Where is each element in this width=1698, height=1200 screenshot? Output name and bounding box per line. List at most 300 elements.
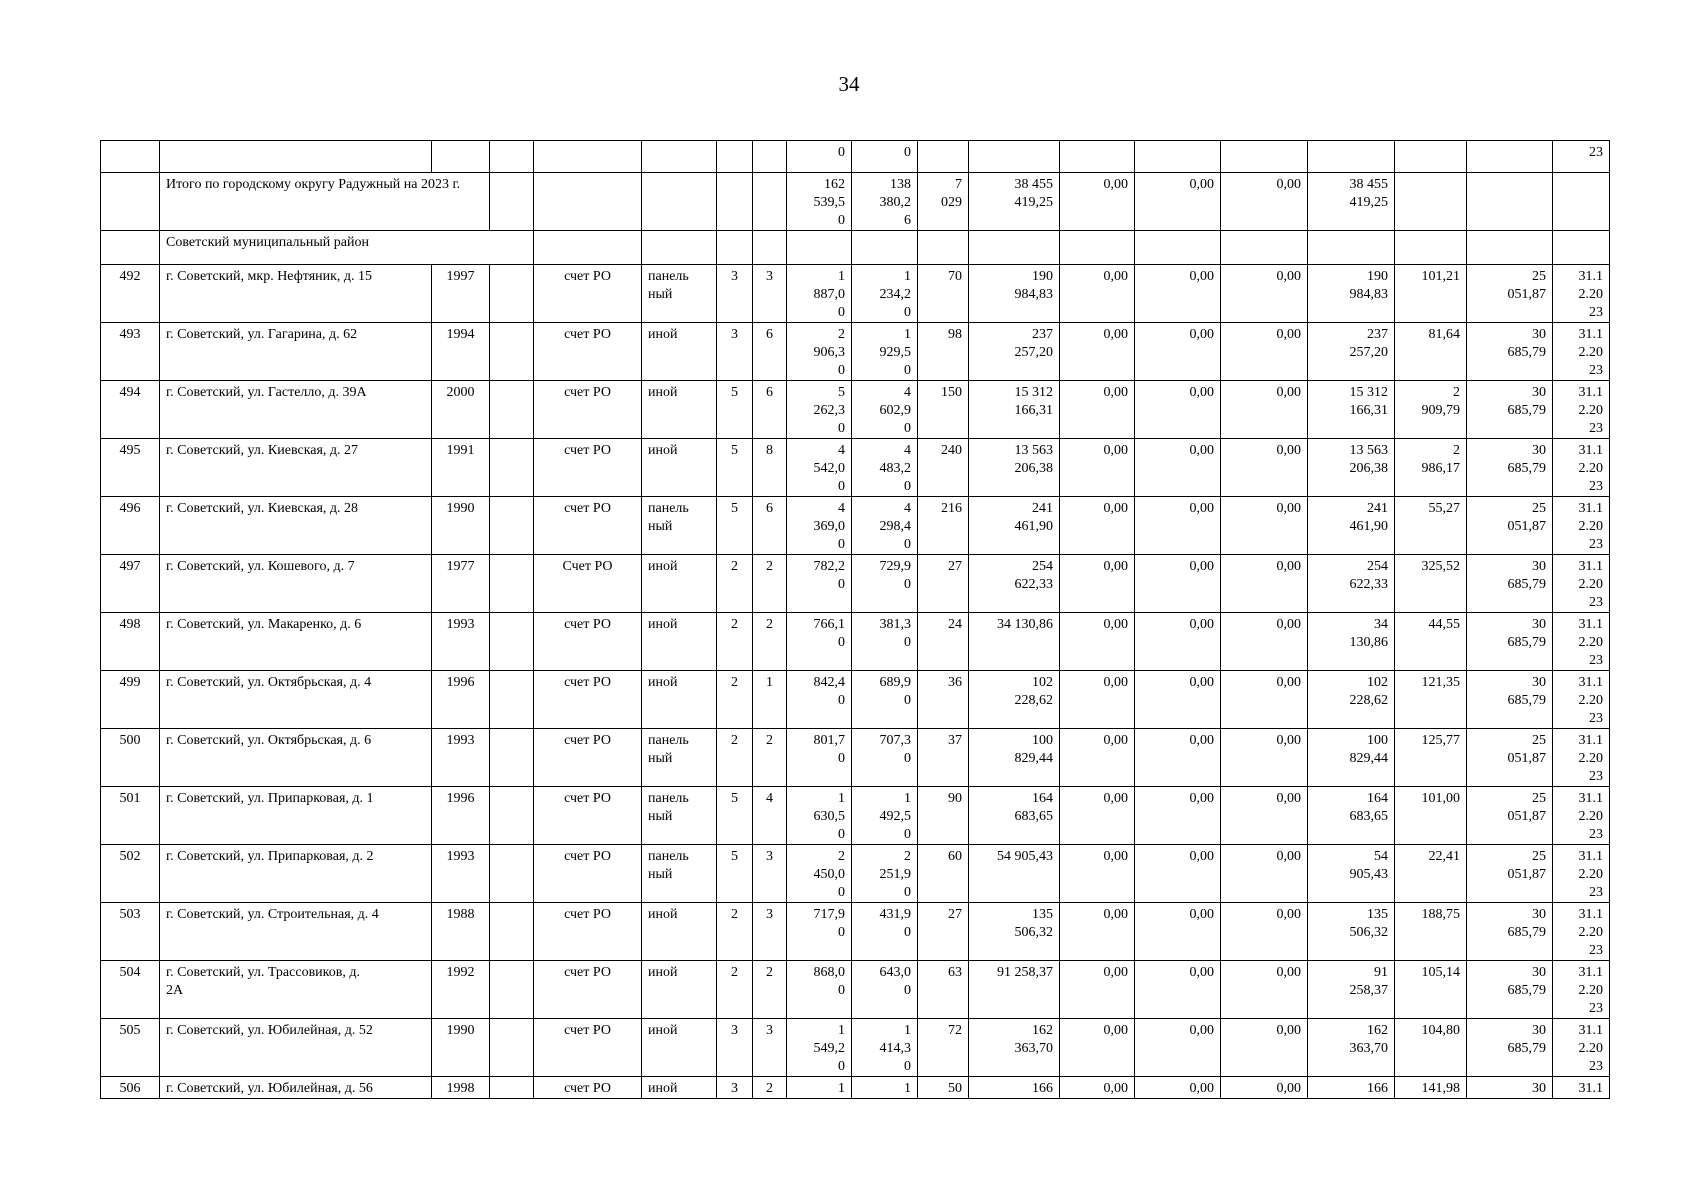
district-name: Советский муниципальный район [160,231,534,265]
cell-cost-total: 162 363,70 [969,1019,1060,1077]
cell-year: 1994 [432,323,490,381]
cell-wall-material: иной [642,1077,717,1099]
cell-wall-material: панель ный [642,845,717,903]
cell-fund-owners: 135 506,32 [1308,903,1395,961]
table-row-total [101,173,1610,231]
cell-completion-date: 31.1 2.20 23 [1553,323,1610,381]
cell-residents: 150 [918,381,969,439]
total-living-area: 138 380,2 6 [852,173,918,231]
cell-fund-owners: 100 829,44 [1308,729,1395,787]
total-fund-local: 0,00 [1221,173,1308,231]
table-row-district [101,231,1610,265]
cell-total-area: 4 369,0 0 [787,497,852,555]
cell-entrances: 6 [753,497,787,555]
housing-register-table [100,140,1610,1099]
cell-entrances: 3 [753,903,787,961]
cell-total-area: 717,9 0 [787,903,852,961]
cell-fund-owners: 54 905,43 [1308,845,1395,903]
cell-living-area: 381,3 0 [852,613,918,671]
cell-living-area: 1 414,3 0 [852,1019,918,1077]
cell-year: 1993 [432,729,490,787]
cell-floors: 3 [717,1077,753,1099]
cell-living-area: 689,9 0 [852,671,918,729]
cell-floors: 3 [717,323,753,381]
cell-fund-federal: 0,00 [1060,671,1135,729]
cell-year: 2000 [432,381,490,439]
cell-fund-owners: 162 363,70 [1308,1019,1395,1077]
cell-fund-method: счет РО [534,671,642,729]
cell-row-number: 502 [101,845,160,903]
cell-fund-federal: 0,00 [1060,961,1135,1019]
cell-address: г. Советский, ул. Трассовиков, д. 2А [160,961,432,1019]
cell-fund-owners: 15 312 166,31 [1308,381,1395,439]
cell-completion-date: 31.1 2.20 23 [1553,265,1610,323]
cell-cost-limit: 30 685,79 [1467,1019,1553,1077]
cell-unit-cost: 104,80 [1395,1019,1467,1077]
cell-year: 1993 [432,845,490,903]
cell-total-area: 1 887,0 0 [787,265,852,323]
cell-fund-owners: 102 228,62 [1308,671,1395,729]
cell-living-area: 707,3 0 [852,729,918,787]
cell-year: 1977 [432,555,490,613]
cell-fund-federal: 0,00 [1060,787,1135,845]
cell-row-number: 506 [101,1077,160,1099]
cell-living-area: 4 483,2 0 [852,439,918,497]
cell-wall-material: панель ный [642,787,717,845]
cell-fund-method: счет РО [534,903,642,961]
cell-living-area: 1 929,5 0 [852,323,918,381]
cell-fund-local: 0,00 [1221,1077,1308,1099]
cell-completion-date: 31.1 2.20 23 [1553,961,1610,1019]
cell-fund-local: 0,00 [1221,787,1308,845]
cell-address: г. Советский, ул. Октябрьская, д. 6 [160,729,432,787]
cell-fund-method: счет РО [534,961,642,1019]
cell-total-area: 4 542,0 0 [787,439,852,497]
cell-total-area: 1 [787,1077,852,1099]
cell-entrances: 6 [753,323,787,381]
cell-cost-limit: 30 685,79 [1467,381,1553,439]
cell-floors: 3 [717,1019,753,1077]
cell-floors: 3 [717,265,753,323]
cell-fund-federal: 0,00 [1060,845,1135,903]
cell-row-number: 496 [101,497,160,555]
cell-residents: 216 [918,497,969,555]
cell-fund-regional: 0,00 [1135,903,1221,961]
cell-wall-material: панель ный [642,729,717,787]
cell-fund-regional: 0,00 [1135,787,1221,845]
cell-unit-cost: 141,98 [1395,1077,1467,1099]
cell-row-number: 504 [101,961,160,1019]
cell-fund-regional: 0,00 [1135,1077,1221,1099]
cell-floors: 5 [717,381,753,439]
cell-year: 1992 [432,961,490,1019]
total-residents: 7 029 [918,173,969,231]
cell-unit-cost: 105,14 [1395,961,1467,1019]
cell-fund-regional: 0,00 [1135,555,1221,613]
cell-fund-method: счет РО [534,439,642,497]
cell-fund-federal: 0,00 [1060,265,1135,323]
cell-floors: 5 [717,497,753,555]
cell-fund-owners: 241 461,90 [1308,497,1395,555]
total-fund-federal: 0,00 [1060,173,1135,231]
cell-year: 1993 [432,613,490,671]
cell-fund-method: счет РО [534,787,642,845]
cell-cost-limit: 30 685,79 [1467,555,1553,613]
cell-fund-federal: 0,00 [1060,439,1135,497]
cell-unit-cost: 81,64 [1395,323,1467,381]
cell-fund-federal: 0,00 [1060,1077,1135,1099]
cell-cost-total: 190 984,83 [969,265,1060,323]
cell-cost-limit: 30 685,79 [1467,613,1553,671]
cell-address: г. Советский, ул. Киевская, д. 27 [160,439,432,497]
cell-address: г. Советский, ул. Припарковая, д. 2 [160,845,432,903]
cell-fund-owners: 190 984,83 [1308,265,1395,323]
cell-wall-material: иной [642,961,717,1019]
cell-unit-cost: 101,21 [1395,265,1467,323]
cell-wall-material: иной [642,555,717,613]
cell-row-number: 493 [101,323,160,381]
cell-fund-local: 0,00 [1221,497,1308,555]
cell-entrances: 2 [753,729,787,787]
cell-row-number: 503 [101,903,160,961]
cell-entrances: 1 [753,671,787,729]
cell-fund-regional: 0,00 [1135,323,1221,381]
cell-row-number: 498 [101,613,160,671]
table-row [101,497,1610,555]
cell-fund-method: Счет РО [534,555,642,613]
cell-cost-total: 135 506,32 [969,903,1060,961]
cell-floors: 5 [717,439,753,497]
cell-fund-regional: 0,00 [1135,845,1221,903]
cell-entrances: 6 [753,381,787,439]
cell-fund-federal: 0,00 [1060,323,1135,381]
table-row [101,1019,1610,1077]
cell-fund-local: 0,00 [1221,555,1308,613]
cell-address: г. Советский, ул. Юбилейная, д. 52 [160,1019,432,1077]
cell-fund-owners: 166 [1308,1077,1395,1099]
total-fund-owners: 38 455 419,25 [1308,173,1395,231]
cell-entrances: 8 [753,439,787,497]
cell-cost-limit: 30 685,79 [1467,961,1553,1019]
cell-fund-regional: 0,00 [1135,381,1221,439]
cell-address: г. Советский, ул. Киевская, д. 28 [160,497,432,555]
cell-cost-total: 100 829,44 [969,729,1060,787]
cell-address: г. Советский, ул. Макаренко, д. 6 [160,613,432,671]
cell-living-area: 1 492,5 0 [852,787,918,845]
cell-entrances: 2 [753,555,787,613]
cell-fund-owners: 254 622,33 [1308,555,1395,613]
cell-unit-cost: 44,55 [1395,613,1467,671]
cell-total-area: 2 906,3 0 [787,323,852,381]
cell-row-number: 497 [101,555,160,613]
cell-entrances: 3 [753,845,787,903]
cell-wall-material: панель ный [642,265,717,323]
cell-cost-total: 164 683,65 [969,787,1060,845]
cell-fund-method: счет РО [534,1019,642,1077]
cell-entrances: 2 [753,1077,787,1099]
cell-wall-material: иной [642,439,717,497]
cell-floors: 2 [717,961,753,1019]
cell-cost-total: 91 258,37 [969,961,1060,1019]
cell-cost-limit: 30 685,79 [1467,323,1553,381]
table-row [101,439,1610,497]
table-row [101,787,1610,845]
cell-year: 1997 [432,265,490,323]
cell-fund-local: 0,00 [1221,323,1308,381]
cell-cost-total: 34 130,86 [969,613,1060,671]
cell-year: 1988 [432,903,490,961]
cell-cost-total: 15 312 166,31 [969,381,1060,439]
page-number: 34 [838,72,860,96]
cell-address: г. Советский, ул. Строительная, д. 4 [160,903,432,961]
cell-living-area: 4 602,9 0 [852,381,918,439]
cell-cost-limit: 30 [1467,1077,1553,1099]
cell-cost-total: 166 [969,1077,1060,1099]
cell-row-number: 501 [101,787,160,845]
table-row [101,323,1610,381]
cell-entrances: 2 [753,961,787,1019]
cell-cost-limit: 25 051,87 [1467,729,1553,787]
cell-cost-total: 54 905,43 [969,845,1060,903]
cell-residents: 72 [918,1019,969,1077]
total-label: Итого по городскому округу Радужный на 2023 г. [160,173,490,231]
cell-fund-method: счет РО [534,845,642,903]
cell-unit-cost: 2 986,17 [1395,439,1467,497]
cell-entrances: 3 [753,1019,787,1077]
cell-wall-material: иной [642,1019,717,1077]
cell-address: г. Советский, ул. Гастелло, д. 39А [160,381,432,439]
cell-fund-federal: 0,00 [1060,497,1135,555]
cell-completion-date: 31.1 2.20 23 [1553,381,1610,439]
cell-floors: 2 [717,613,753,671]
cell-fund-local: 0,00 [1221,671,1308,729]
cell-fund-method: счет РО [534,497,642,555]
cell-total-area: 801,7 0 [787,729,852,787]
cell-total-area: 842,4 0 [787,671,852,729]
cell-residents: 70 [918,265,969,323]
cell-floors: 5 [717,787,753,845]
top-total-area: 0 [787,141,852,173]
cell-total-area: 2 450,0 0 [787,845,852,903]
cell-year: 1991 [432,439,490,497]
cell-address: г. Советский, ул. Гагарина, д. 62 [160,323,432,381]
cell-row-number: 494 [101,381,160,439]
table-row [101,381,1610,439]
cell-living-area: 1 234,2 0 [852,265,918,323]
table-row [101,1077,1610,1099]
table-row [101,671,1610,729]
cell-unit-cost: 121,35 [1395,671,1467,729]
cell-year: 1996 [432,787,490,845]
cell-total-area: 782,2 0 [787,555,852,613]
cell-residents: 98 [918,323,969,381]
cell-wall-material: панель ный [642,497,717,555]
cell-address: г. Советский, ул. Кошевого, д. 7 [160,555,432,613]
cell-fund-federal: 0,00 [1060,613,1135,671]
cell-year: 1990 [432,1019,490,1077]
cell-completion-date: 31.1 2.20 23 [1553,497,1610,555]
cell-residents: 90 [918,787,969,845]
cell-fund-regional: 0,00 [1135,671,1221,729]
cell-row-number: 495 [101,439,160,497]
cell-fund-method: счет РО [534,613,642,671]
cell-address: г. Советский, мкр. Нефтяник, д. 15 [160,265,432,323]
table-row [101,613,1610,671]
cell-fund-regional: 0,00 [1135,729,1221,787]
cell-total-area: 868,0 0 [787,961,852,1019]
cell-fund-method: счет РО [534,323,642,381]
cell-fund-regional: 0,00 [1135,265,1221,323]
cell-fund-local: 0,00 [1221,265,1308,323]
table-row-top-continuation [101,141,1610,173]
cell-completion-date: 31.1 2.20 23 [1553,1019,1610,1077]
cell-residents: 50 [918,1077,969,1099]
total-cost: 38 455 419,25 [969,173,1060,231]
cell-entrances: 3 [753,265,787,323]
cell-floors: 5 [717,845,753,903]
cell-completion-date: 31.1 2.20 23 [1553,439,1610,497]
cell-row-number: 492 [101,265,160,323]
cell-fund-federal: 0,00 [1060,729,1135,787]
cell-cost-total: 102 228,62 [969,671,1060,729]
cell-floors: 2 [717,729,753,787]
cell-residents: 63 [918,961,969,1019]
cell-wall-material: иной [642,613,717,671]
cell-unit-cost: 101,00 [1395,787,1467,845]
cell-fund-owners: 164 683,65 [1308,787,1395,845]
cell-address: г. Советский, ул. Припарковая, д. 1 [160,787,432,845]
cell-total-area: 766,1 0 [787,613,852,671]
cell-fund-local: 0,00 [1221,613,1308,671]
cell-unit-cost: 125,77 [1395,729,1467,787]
cell-row-number: 505 [101,1019,160,1077]
cell-residents: 240 [918,439,969,497]
cell-residents: 37 [918,729,969,787]
cell-fund-owners: 91 258,37 [1308,961,1395,1019]
cell-fund-owners: 13 563 206,38 [1308,439,1395,497]
cell-address: г. Советский, ул. Юбилейная, д. 56 [160,1077,432,1099]
cell-floors: 2 [717,903,753,961]
cell-entrances: 2 [753,613,787,671]
cell-total-area: 5 262,3 0 [787,381,852,439]
cell-cost-limit: 25 051,87 [1467,845,1553,903]
cell-unit-cost: 325,52 [1395,555,1467,613]
cell-living-area: 4 298,4 0 [852,497,918,555]
cell-cost-total: 254 622,33 [969,555,1060,613]
cell-total-area: 1 549,2 0 [787,1019,852,1077]
cell-fund-local: 0,00 [1221,729,1308,787]
cell-fund-regional: 0,00 [1135,439,1221,497]
cell-residents: 36 [918,671,969,729]
total-fund-regional: 0,00 [1135,173,1221,231]
cell-year: 1998 [432,1077,490,1099]
table-row [101,903,1610,961]
table-row [101,555,1610,613]
cell-fund-local: 0,00 [1221,381,1308,439]
cell-fund-local: 0,00 [1221,903,1308,961]
cell-fund-federal: 0,00 [1060,555,1135,613]
cell-completion-date: 31.1 2.20 23 [1553,671,1610,729]
cell-cost-limit: 30 685,79 [1467,671,1553,729]
cell-completion-date: 31.1 2.20 23 [1553,555,1610,613]
cell-year: 1996 [432,671,490,729]
cell-completion-date: 31.1 2.20 23 [1553,729,1610,787]
cell-entrances: 4 [753,787,787,845]
cell-year: 1990 [432,497,490,555]
cell-fund-regional: 0,00 [1135,1019,1221,1077]
cell-floors: 2 [717,671,753,729]
cell-living-area: 643,0 0 [852,961,918,1019]
top-living-area: 0 [852,141,918,173]
cell-wall-material: иной [642,903,717,961]
cell-cost-limit: 25 051,87 [1467,265,1553,323]
cell-fund-federal: 0,00 [1060,381,1135,439]
cell-row-number: 500 [101,729,160,787]
cell-address: г. Советский, ул. Октябрьская, д. 4 [160,671,432,729]
cell-completion-date: 31.1 2.20 23 [1553,613,1610,671]
cell-cost-limit: 30 685,79 [1467,903,1553,961]
cell-wall-material: иной [642,323,717,381]
cell-fund-local: 0,00 [1221,961,1308,1019]
cell-completion-date: 31.1 [1553,1077,1610,1099]
cell-floors: 2 [717,555,753,613]
cell-unit-cost: 55,27 [1395,497,1467,555]
cell-unit-cost: 188,75 [1395,903,1467,961]
cell-fund-local: 0,00 [1221,1019,1308,1077]
cell-fund-regional: 0,00 [1135,497,1221,555]
cell-fund-local: 0,00 [1221,845,1308,903]
table-row [101,961,1610,1019]
cell-cost-total: 241 461,90 [969,497,1060,555]
cell-completion-date: 31.1 2.20 23 [1553,903,1610,961]
cell-fund-owners: 237 257,20 [1308,323,1395,381]
cell-cost-limit: 25 051,87 [1467,787,1553,845]
cell-living-area: 431,9 0 [852,903,918,961]
cell-living-area: 2 251,9 0 [852,845,918,903]
cell-fund-federal: 0,00 [1060,1019,1135,1077]
cell-wall-material: иной [642,381,717,439]
table-row [101,729,1610,787]
cell-cost-limit: 25 051,87 [1467,497,1553,555]
table-row [101,845,1610,903]
cell-living-area: 1 [852,1077,918,1099]
cell-fund-owners: 34 130,86 [1308,613,1395,671]
cell-completion-date: 31.1 2.20 23 [1553,787,1610,845]
cell-residents: 27 [918,903,969,961]
cell-fund-local: 0,00 [1221,439,1308,497]
cell-cost-limit: 30 685,79 [1467,439,1553,497]
cell-completion-date: 31.1 2.20 23 [1553,845,1610,903]
cell-fund-method: счет РО [534,381,642,439]
cell-fund-method: счет РО [534,729,642,787]
cell-cost-total: 237 257,20 [969,323,1060,381]
cell-fund-regional: 0,00 [1135,961,1221,1019]
cell-fund-regional: 0,00 [1135,613,1221,671]
table-row [101,265,1610,323]
cell-fund-method: счет РО [534,1077,642,1099]
cell-fund-method: счет РО [534,265,642,323]
cell-residents: 60 [918,845,969,903]
cell-row-number: 499 [101,671,160,729]
cell-residents: 27 [918,555,969,613]
cell-wall-material: иной [642,671,717,729]
top-date: 23 [1553,141,1610,173]
total-total-area: 162 539,5 0 [787,173,852,231]
cell-unit-cost: 2 909,79 [1395,381,1467,439]
cell-residents: 24 [918,613,969,671]
cell-fund-federal: 0,00 [1060,903,1135,961]
cell-cost-total: 13 563 206,38 [969,439,1060,497]
